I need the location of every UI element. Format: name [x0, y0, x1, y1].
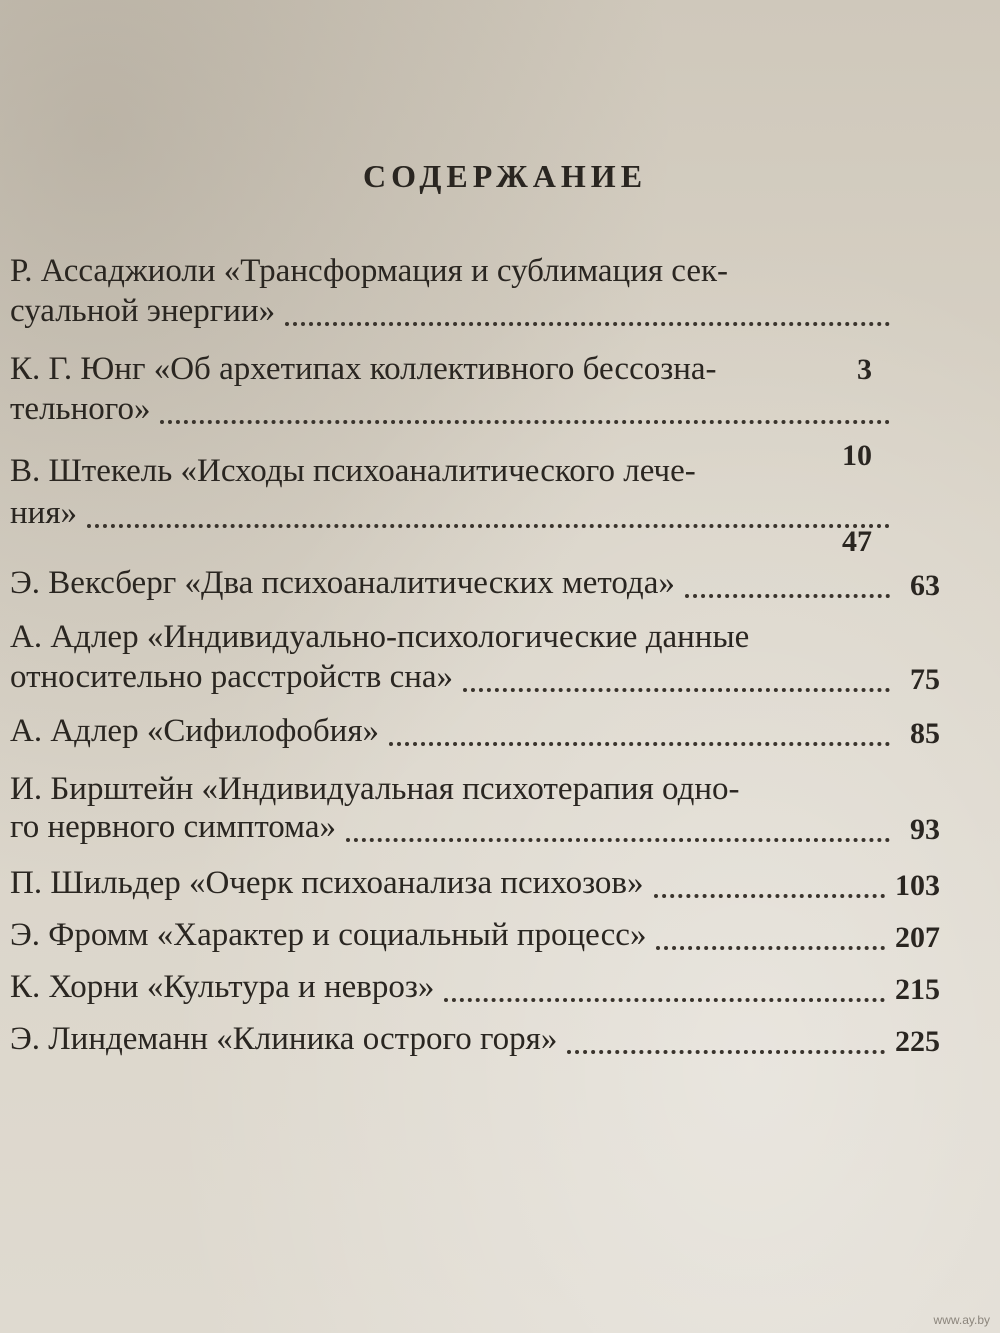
toc-entry-3-line2-row [10, 492, 940, 536]
toc-entry-7-line2: го нервного симптома» [10, 809, 336, 846]
toc-entry-1-line1: Р. Ассаджиоли «Трансформация и сублимация сек- [10, 253, 729, 289]
contents-heading [0, 158, 1000, 195]
toc-entry-1-line2: суальной энергии» [10, 293, 276, 330]
toc-entry-8-title: П. Шильдер «Очерк психоанализа психозов» [10, 865, 644, 902]
toc-entry-9-page: 207 [895, 921, 940, 955]
contents-heading-text: СОДЕРЖАНИЕ [362, 158, 648, 194]
toc-entry-9-title: Э. Фромм «Характер и социальный процесс» [10, 917, 647, 954]
toc-entry-5-line2-row [10, 656, 940, 700]
dot-leader [285, 321, 890, 326]
toc-entry-2-line2-row [10, 388, 940, 432]
toc-entry-5-line1: А. Адлер «Индивидуально-психологические данные [10, 619, 750, 655]
dot-leader [567, 1049, 885, 1054]
toc-entry-2-line2: тельного» [10, 391, 151, 428]
dot-leader [389, 741, 890, 746]
toc-entry-9-row [10, 914, 940, 958]
toc-entry-7-line1: И. Бирштейн «Индивидуальная психотерапия одно- [10, 771, 740, 807]
toc-entry-6-page: 85 [910, 717, 940, 751]
dot-leader [444, 997, 885, 1002]
toc-entry-3-line1: В. Штекель «Исходы психоаналитического лече- [10, 453, 696, 489]
toc-entry-1-line2-row [10, 290, 940, 334]
toc-entry-4-title: Э. Вексберг «Два психоаналитических метода» [10, 565, 675, 602]
dot-leader [463, 687, 890, 692]
toc-entry-11-page: 225 [895, 1025, 940, 1059]
toc-entry-4-page: 63 [910, 569, 940, 603]
toc-entry-6-title: А. Адлер «Сифилофобия» [10, 713, 380, 750]
toc-entry-6-row [10, 710, 940, 754]
toc-entry-1-page: 3 [857, 353, 872, 386]
toc-entry-3-line2: ния» [10, 495, 77, 532]
toc-entry-7-page: 93 [910, 813, 940, 847]
dot-leader [654, 893, 886, 898]
dot-leader [685, 593, 890, 598]
toc-entry-11-row [10, 1018, 940, 1062]
toc-entry-11-title: Э. Линдеманн «Клиника острого горя» [10, 1021, 558, 1058]
dot-leader [87, 523, 890, 528]
toc-entry-10-page: 215 [895, 973, 940, 1007]
dot-leader [346, 837, 890, 842]
toc-entry-5-page: 75 [910, 663, 940, 697]
toc-entry-3-page: 47 [842, 525, 872, 558]
dot-leader [160, 419, 890, 424]
toc-entry-4-row [10, 562, 940, 606]
toc-entry-10-row [10, 966, 940, 1010]
toc-entry-7-line2-row [10, 806, 940, 850]
toc-entry-2-page: 10 [842, 439, 872, 472]
toc-entry-2-line1: К. Г. Юнг «Об архетипах коллективного бессозна- [10, 351, 717, 387]
toc-entry-8-row [10, 862, 940, 906]
site-watermark: www.ay.by [933, 1313, 990, 1327]
toc-entry-10-title: К. Хорни «Культура и невроз» [10, 969, 435, 1006]
dot-leader [656, 945, 885, 950]
toc-entry-5-line2: относительно расстройств сна» [10, 659, 454, 696]
toc-entry-8-page: 103 [895, 869, 940, 903]
